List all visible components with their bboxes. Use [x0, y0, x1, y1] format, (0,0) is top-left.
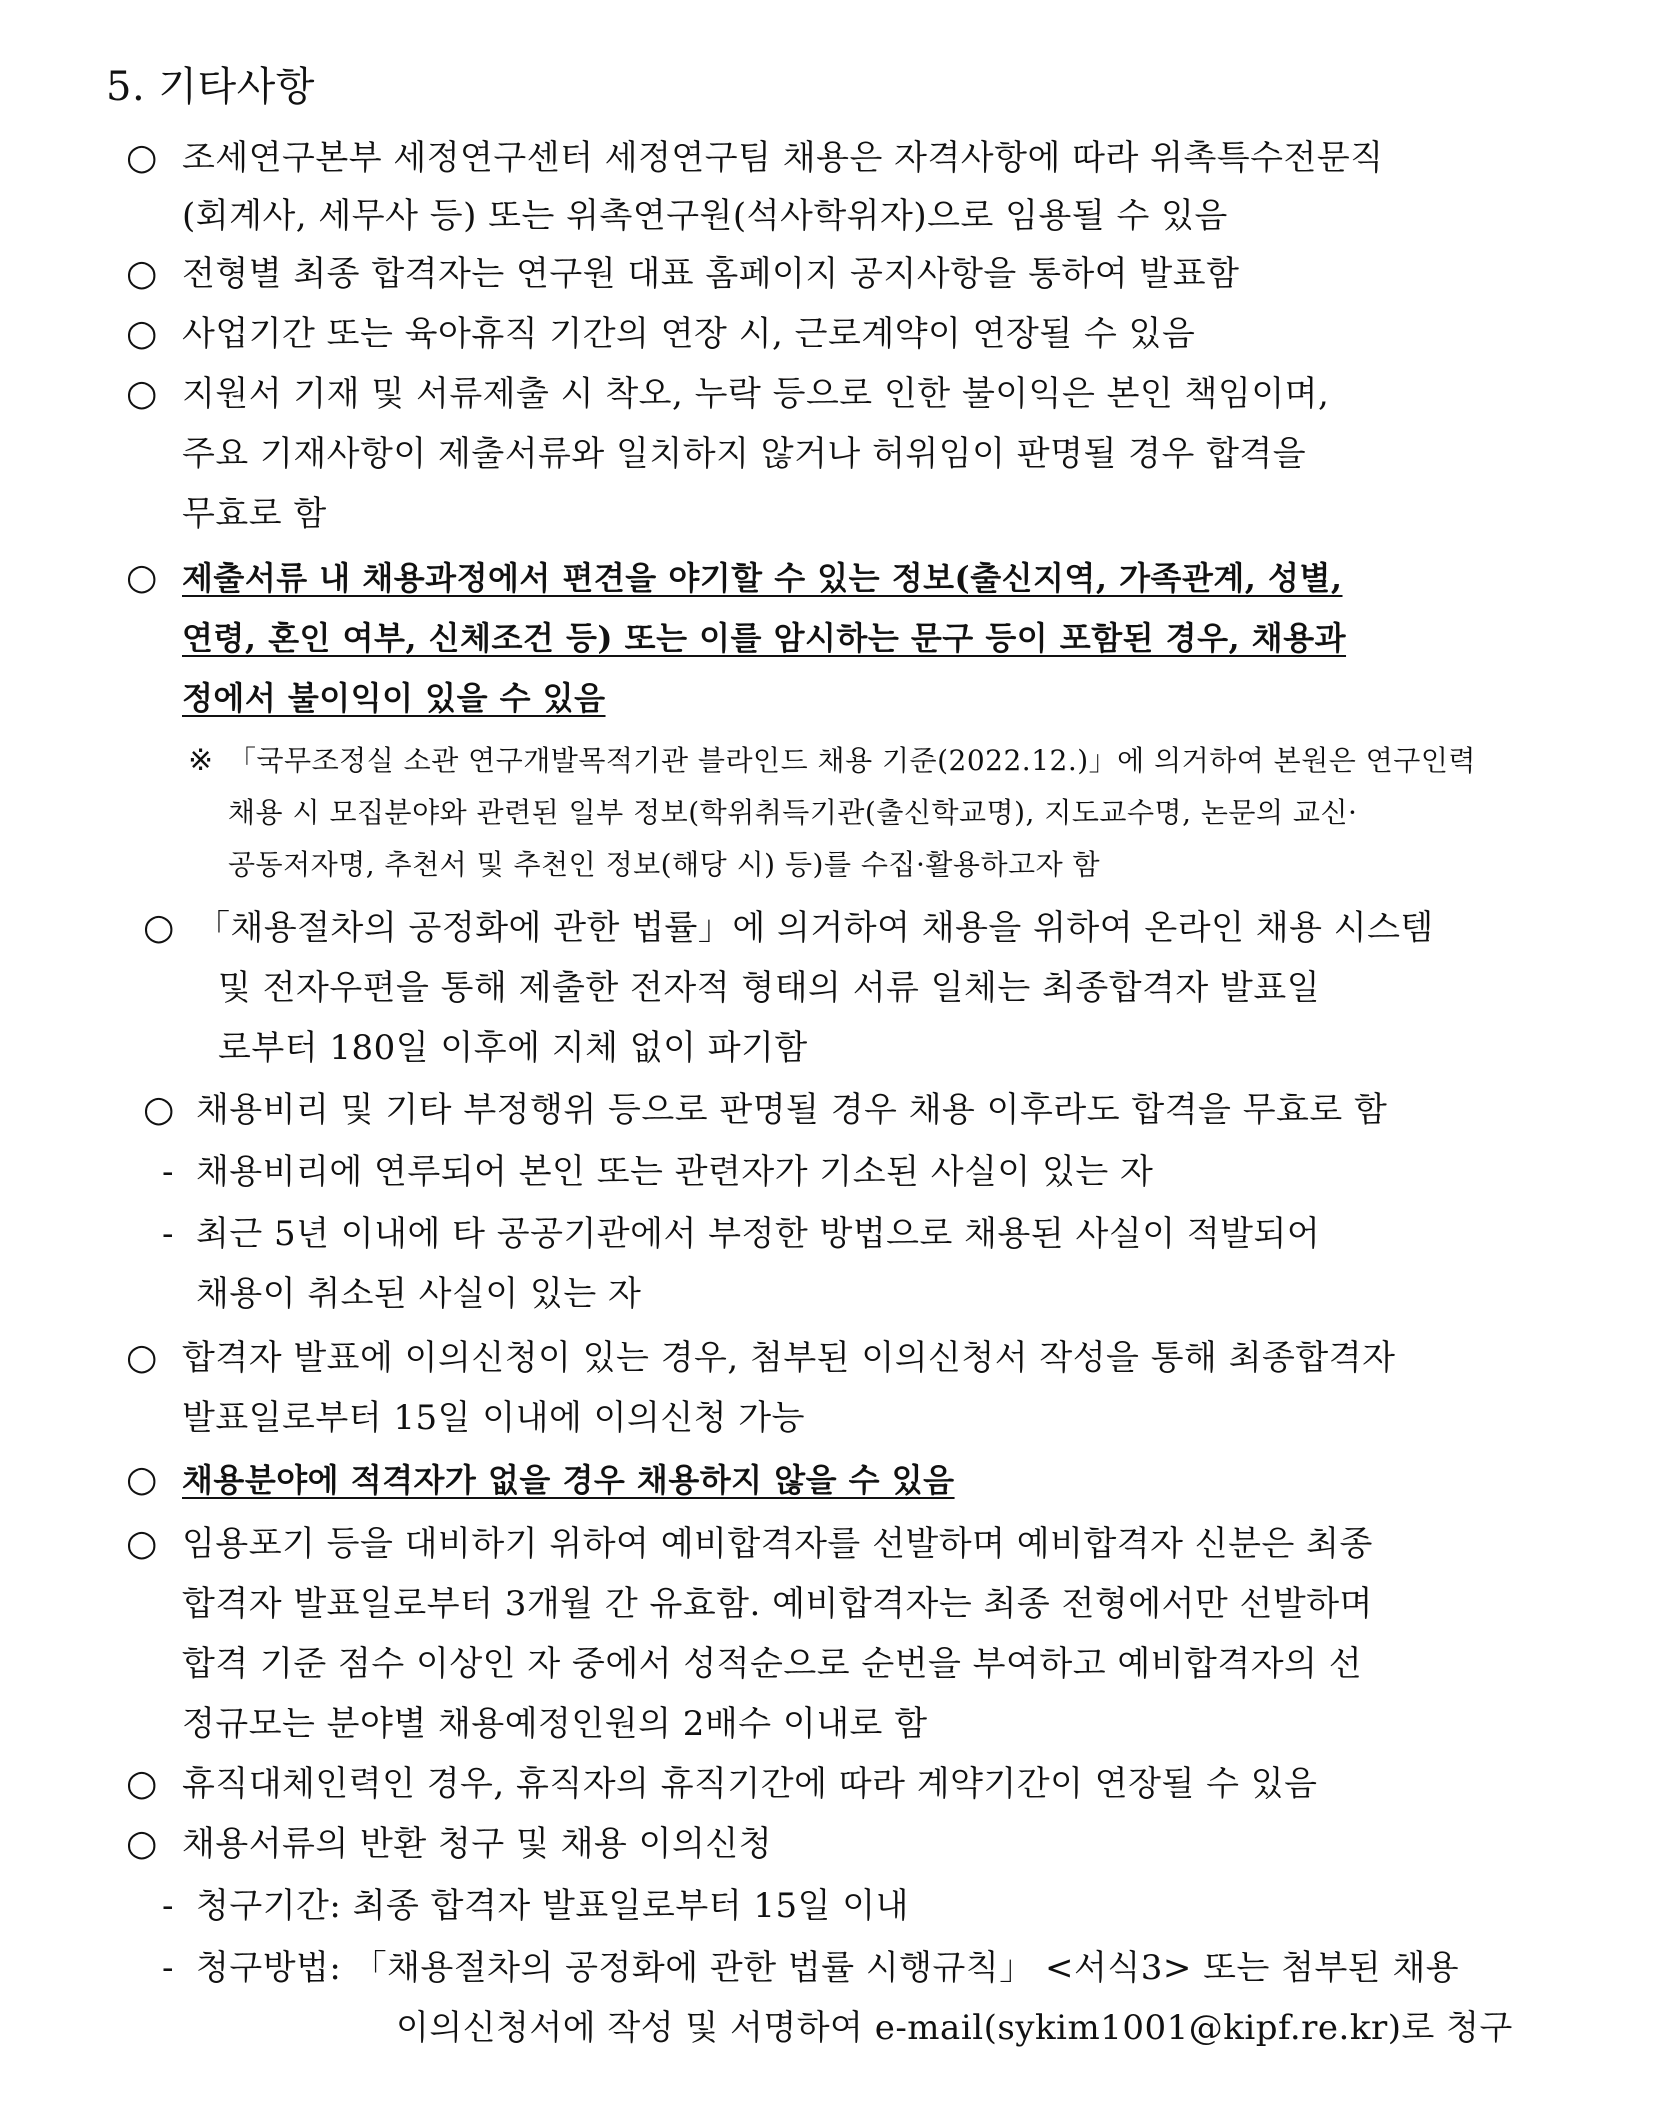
bullet-circle: ○	[126, 313, 158, 354]
body-line: 「채용절차의 공정화에 관한 법률」에 의거하여 채용을 위하여 온라인 채용 시스템	[196, 908, 1434, 948]
body-line: 무효로 함	[182, 494, 327, 534]
body-line: 전형별 최종 합격자는 연구원 대표 홈페이지 공지사항을 통하여 발표함	[182, 254, 1240, 294]
body-line: 최근 5년 이내에 타 공공기관에서 부정한 방법으로 채용된 사실이 적발되어	[196, 1214, 1321, 1254]
body-line: 주요 기재사항이 제출서류와 일치하지 않거나 허위임이 판명될 경우 합격을	[182, 434, 1307, 474]
bullet-circle: ○	[143, 1089, 175, 1130]
bullet-circle: ○	[143, 907, 175, 948]
bullet-circle: ○	[126, 557, 158, 598]
body-line	[182, 136, 1508, 180]
body-line: 합격 기준 점수 이상인 자 중에서 성적순으로 순번을 부여하고 예비합격자의 선	[182, 1644, 1363, 1684]
bullet-circle: ○	[126, 373, 158, 414]
bullet-circle: ○	[126, 1459, 158, 1500]
body-line: 정규모는 분야별 채용예정인원의 2배수 이내로 함	[182, 1704, 928, 1744]
bullet-circle: ○	[126, 137, 158, 178]
body-line: 채용이 취소된 사실이 있는 자	[196, 1274, 642, 1314]
body-line: 사업기간 또는 육아휴직 기간의 연장 시, 근로계약이 연장될 수 있음	[182, 314, 1196, 354]
bullet-circle: ○	[126, 253, 158, 294]
dash-mark: -	[162, 1886, 174, 1926]
body-line: 합격자 발표에 이의신청이 있는 경우, 첨부된 이의신청서 작성을 통해 최종합격자	[182, 1338, 1396, 1378]
body-line: 합격자 발표일로부터 3개월 간 유효함. 예비합격자는 최종 전형에서만 선발하며	[182, 1584, 1373, 1624]
body-line: 이의신청서에 작성 및 서명하여 e-mail(sykim1001@kipf.re.kr)로 청구	[396, 2008, 1513, 2048]
dash-mark: -	[162, 1214, 174, 1254]
body-line: 채용서류의 반환 청구 및 채용 이의신청	[182, 1824, 773, 1864]
dash-mark: -	[162, 1948, 174, 1988]
body-line: 발표일로부터 15일 이내에 이의신청 가능	[182, 1398, 805, 1438]
bullet-circle: ○	[126, 1337, 158, 1378]
body-line: 임용포기 등을 대비하기 위하여 예비합격자를 선발하며 예비합격자 신분은 최종	[182, 1524, 1373, 1564]
emphasis-line: 제출서류 내 채용과정에서 편견을 야기할 수 있는 정보(출신지역, 가족관계, 성별,	[182, 559, 1343, 597]
section-heading: 5. 기타사항	[106, 64, 315, 110]
body-line: (회계사, 세무사 등) 또는 위촉연구원(석사학위자)으로 임용될 수 있음	[182, 196, 1228, 236]
emphasis-line: 채용분야에 적격자가 없을 경우 채용하지 않을 수 있음	[182, 1461, 955, 1499]
note-line: 공동저자명, 추천서 및 추천인 정보(해당 시) 등)를 수집·활용하고자 함	[228, 848, 1101, 881]
note-line: 채용 시 모집분야와 관련된 일부 정보(학위취득기관(출신학교명), 지도교수명, 논문의 교신·	[228, 796, 1358, 829]
body-line: 로부터 180일 이후에 지체 없이 파기함	[218, 1028, 808, 1068]
emphasis-line: 연령, 혼인 여부, 신체조건 등) 또는 이를 암시하는 문구 등이 포함된 경우, 채용과	[182, 619, 1347, 657]
body-text: 조세연구본부 세정연구센터 세정연구팀 채용은 자격사항에 따라 위촉특수전문직	[182, 138, 1384, 178]
dash-mark: -	[162, 1152, 174, 1192]
bullet-circle: ○	[126, 1523, 158, 1564]
note-mark: ※	[188, 743, 214, 778]
note-line: 「국무조정실 소관 연구개발목적기관 블라인드 채용 기준(2022.12.)」에 의거하여 본원은 연구인력	[228, 744, 1476, 777]
body-line: 지원서 기재 및 서류제출 시 착오, 누락 등으로 인한 불이익은 본인 책임이며,	[182, 374, 1330, 414]
body-line: 채용비리에 연루되어 본인 또는 관련자가 기소된 사실이 있는 자	[196, 1152, 1154, 1192]
body-line: 채용비리 및 기타 부정행위 등으로 판명될 경우 채용 이후라도 합격을 무효로 함	[196, 1090, 1388, 1130]
body-line: 청구기간: 최종 합격자 발표일로부터 15일 이내	[196, 1886, 909, 1926]
body-line: 및 전자우편을 통해 제출한 전자적 형태의 서류 일체는 최종합격자 발표일	[218, 968, 1321, 1008]
body-line: 청구방법: 「채용절차의 공정화에 관한 법률 시행규칙」 <서식3> 또는 첨부된 채용	[196, 1948, 1460, 1988]
body-line: 휴직대체인력인 경우, 휴직자의 휴직기간에 따라 계약기간이 연장될 수 있음	[182, 1764, 1318, 1804]
emphasis-line: 정에서 불이익이 있을 수 있음	[182, 679, 606, 717]
bullet-circle: ○	[126, 1823, 158, 1864]
bullet-circle: ○	[126, 1763, 158, 1804]
